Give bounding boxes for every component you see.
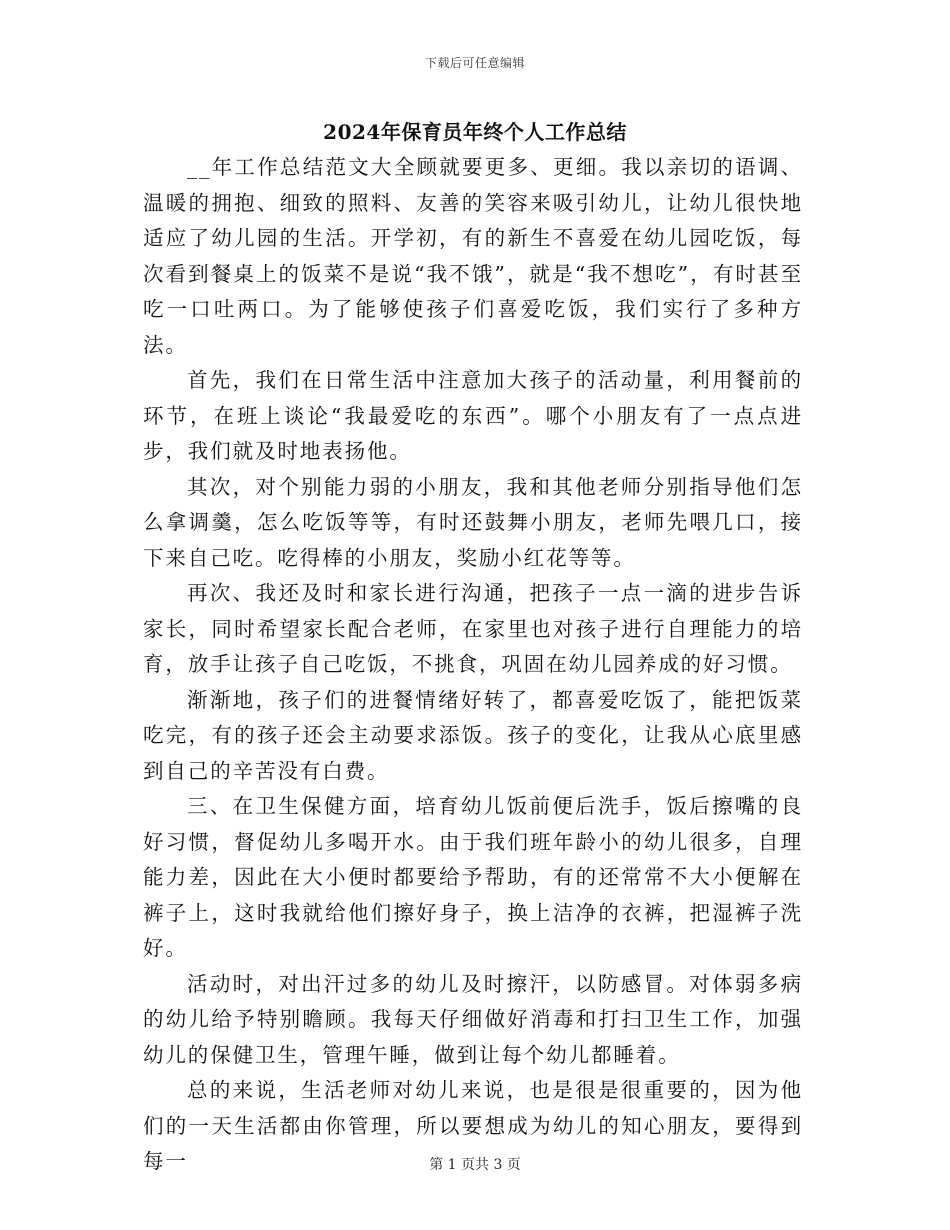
page-indicator: 第 1 页共 3 页 [429, 1157, 521, 1173]
document-body [143, 150, 803, 1180]
paragraph: 三、在卫生保健方面，培育幼儿饭前便后洗手，饭后擦嘴的良好习惯，督促幼儿多喝开水。由于我们班年龄小的幼儿很多，自理能力差，因此在大小便时都要给予帮助，有的还常常不大小便解在裤子上，这时我就给他们擦好身子，换上洁净的衣裤，把湿裤子洗好。 [143, 794, 803, 960]
paragraph: 再次、我还及时和家长进行沟通，把孩子一点一滴的进步告诉家长，同时希望家长配合老师，在家里也对孩子进行自理能力的培育，放手让孩子自己吃饭，不挑食，巩固在幼儿园养成的好习惯。 [143, 581, 803, 676]
paragraph: 其次，对个别能力弱的小朋友，我和其他老师分别指导他们怎么拿调羹，怎么吃饭等等，有时还鼓舞小朋友，老师先喂几口，接下来自己吃。吃得棒的小朋友，奖励小红花等等。 [143, 474, 803, 570]
document-title: 2024年保育员年终个人工作总结 [323, 120, 627, 144]
paragraph: 活动时，对出汗过多的幼儿及时擦汗，以防感冒。对体弱多病的幼儿给予特别瞻顾。我每天仔细做好消毒和打扫卫生工作，加强幼儿的保健卫生，管理午睡，做到让每个幼儿都睡着。 [143, 971, 803, 1067]
paragraph: __年工作总结范文大全顾就要更多、更细。我以亲切的语调、温暖的拥抱、细致的照料、友善的笑容来吸引幼儿，让幼儿很快地适应了幼儿园的生活。开学初，有的新生不喜爱在幼儿园吃饭，每次看到餐桌上的饭菜不是说“我不饿”，就是“我不想吃”，有时甚至吃一口吐两口。为了能够使孩子们喜爱吃饭，我们实行了多种方法。 [143, 155, 803, 357]
header-note: 下载后可任意编辑 [424, 56, 525, 70]
paragraph: 总的来说，生活老师对幼儿来说，也是很是很重要的，因为他们的一天生活都由你管理，所以要想成为幼儿的知心朋友，要得到每一 [143, 1078, 803, 1173]
paragraph: 首先，我们在日常生活中注意加大孩子的活动量，利用餐前的环节，在班上谈论“我最爱吃的东西”。哪个小朋友有了一点点进步，我们就及时地表扬他。 [143, 368, 803, 463]
paragraph: 渐渐地，孩子们的进餐情绪好转了，都喜爱吃饭了，能把饭菜吃完，有的孩子还会主动要求添饭。孩子的变化，让我从心底里感到自己的辛苦没有白费。 [143, 687, 803, 783]
